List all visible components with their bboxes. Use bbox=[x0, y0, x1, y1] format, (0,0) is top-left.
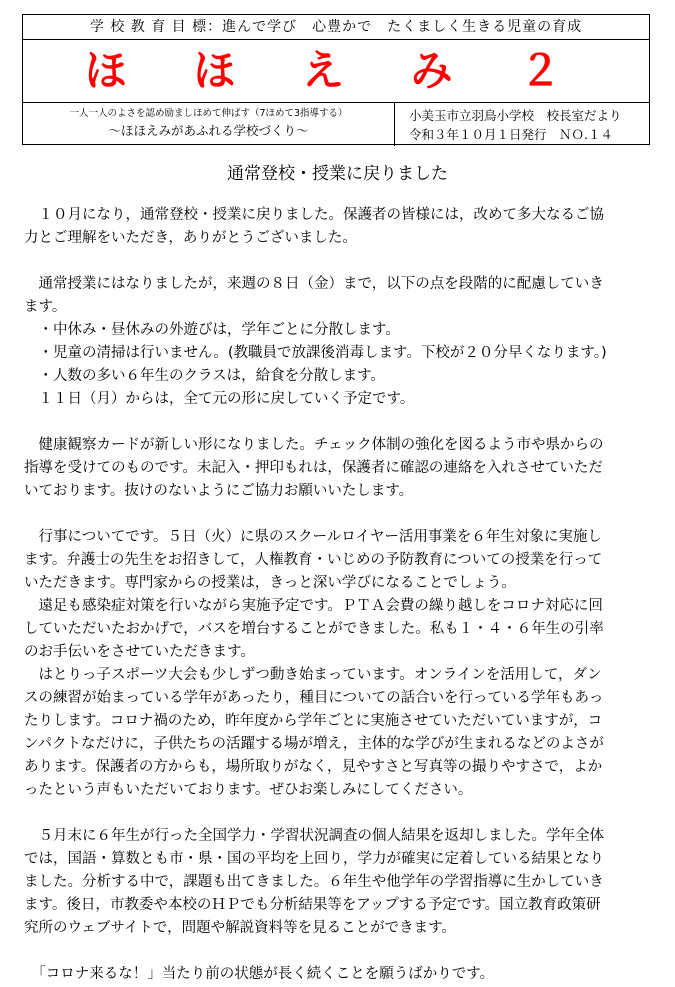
motto-box bbox=[23, 103, 395, 146]
body-line: ・中休み・昼休みの外遊びは，学年ごとに分散します。 bbox=[24, 322, 400, 338]
motto: ～ほほえみがあふれる学校づくり～ bbox=[108, 123, 309, 138]
newsletter-title: ほ ほ え み ２ bbox=[23, 40, 649, 103]
body-line: 行事についてです。５日（火）に県のスクールロイヤー活用事業を６年生対象に実施し bbox=[24, 529, 602, 545]
issue-info: 令和３年１０月１日発行 ＮＯ.１４ bbox=[409, 127, 613, 142]
body-line: のお手伝いをさせていただきます。 bbox=[24, 644, 255, 660]
body-line: ったという声もいただいております。ぜひお楽しみにしてください。 bbox=[24, 782, 473, 798]
body-line: ンパクトなだけに，子供たちの活躍する場が増え，主体的な学びが生まれるなどのよさが bbox=[24, 736, 604, 752]
paragraph-gap bbox=[24, 940, 659, 963]
body-line: 究所のウェブサイトで，問題や解説資料等を見ることができます。 bbox=[24, 920, 456, 936]
paragraph-gap bbox=[24, 503, 659, 526]
body-line: ました。分析する中で，課題も出てきました。６年生や他学年の学習指導に生かしていき bbox=[24, 874, 604, 890]
body-line: では，国語・算数とも市・県・国の平均を上回り，学力が確実に定着している結果となり bbox=[24, 851, 604, 867]
body-line: いております。抜けのないようにご協力お願いいたします。 bbox=[24, 483, 414, 499]
body-line: ５月末に６年生が行った全国学力・学習状況調査の個人結果を返却しました。学年全体 bbox=[24, 828, 604, 844]
body-line: 通常授業にはなりましたが，来週の８日（金）まで，以下の点を段階的に配慮していき bbox=[24, 276, 604, 292]
paragraph-gap bbox=[24, 802, 659, 825]
body-line: いただきます。専門家からの授業は，きっと深い学びになることでしょう。 bbox=[24, 575, 516, 591]
body-line: はとりっ子スポーツ大会も少しずつ動き始まっています。オンラインを活用して，ダン bbox=[24, 667, 602, 683]
body-line: あります。保護者の方からも，場所取りがなく，見やすさと写真等の撮りやすさで，よか bbox=[24, 759, 603, 775]
article-title: 通常登校・授業に戻りました bbox=[227, 164, 448, 184]
body-line: 「コロナ来るな！」当たり前の状態が長く続くことを願うばかりです。 bbox=[24, 966, 495, 982]
header-bottom bbox=[23, 103, 649, 146]
paragraph-gap bbox=[24, 250, 659, 273]
body-line: １０月になり，通常登校・授業に戻りました。保護者の皆様には，改めて多大なるご協 bbox=[24, 207, 604, 223]
body-line: ます。後日，市教委や本校のＨＰでも分析結果等をアップする予定です。国立教育政策研 bbox=[24, 897, 601, 913]
body-line: ます。 bbox=[24, 299, 67, 315]
body-line: ・人数の多い６年生のクラスは，給食を分散します。 bbox=[24, 368, 385, 384]
publisher-box bbox=[395, 103, 649, 146]
school-goal: 学 校 教 育 目 標：進んで学び 心豊かで たくましく生きる児童の育成 bbox=[23, 15, 649, 40]
motto-small: 一人一人のよさを認め励ましほめて伸ばす（7ほめて3指導する） bbox=[69, 108, 348, 119]
newsletter-header bbox=[22, 14, 650, 145]
body-line: ・児童の清掃は行いません。(教職員で放課後消毒します。下校が２０分早くなります。) bbox=[24, 345, 607, 361]
body-line: 遠足も感染症対策を行いながら実施予定です。ＰＴＡ会費の繰り越しをコロナ対応に回 bbox=[24, 598, 603, 614]
body-line: 健康観察カードが新しい形になりました。チェック体制の強化を図るよう市や県からの bbox=[24, 437, 604, 453]
article-body bbox=[24, 204, 659, 986]
body-line: 指導を受けてのものです。未記入・押印もれは，保護者に確認の連絡を入れさせていただ bbox=[24, 460, 603, 476]
school-name: 小美玉市立羽鳥小学校 校長室だより bbox=[409, 108, 622, 123]
paragraph-gap bbox=[24, 411, 659, 434]
body-line: 力とご理解をいただき，ありがとうございました。 bbox=[24, 230, 357, 246]
body-line: スの練習が始まっている学年があったり，種目についての話合いを行っている学年もあっ bbox=[24, 690, 604, 706]
body-line: していただいたおかげで，バスを増台することができました。私も１・４・６年生の引率 bbox=[24, 621, 604, 637]
body-line: たりします。コロナ禍のため，昨年度から学年ごとに実施させていただいていますが，コ bbox=[24, 713, 603, 729]
body-line: １１日（月）からは，全て元の形に戻していく予定です。 bbox=[24, 391, 415, 407]
body-line: ます。弁護士の先生をお招きして，人権教育・いじめの予防教育についての授業を行って bbox=[24, 552, 603, 568]
